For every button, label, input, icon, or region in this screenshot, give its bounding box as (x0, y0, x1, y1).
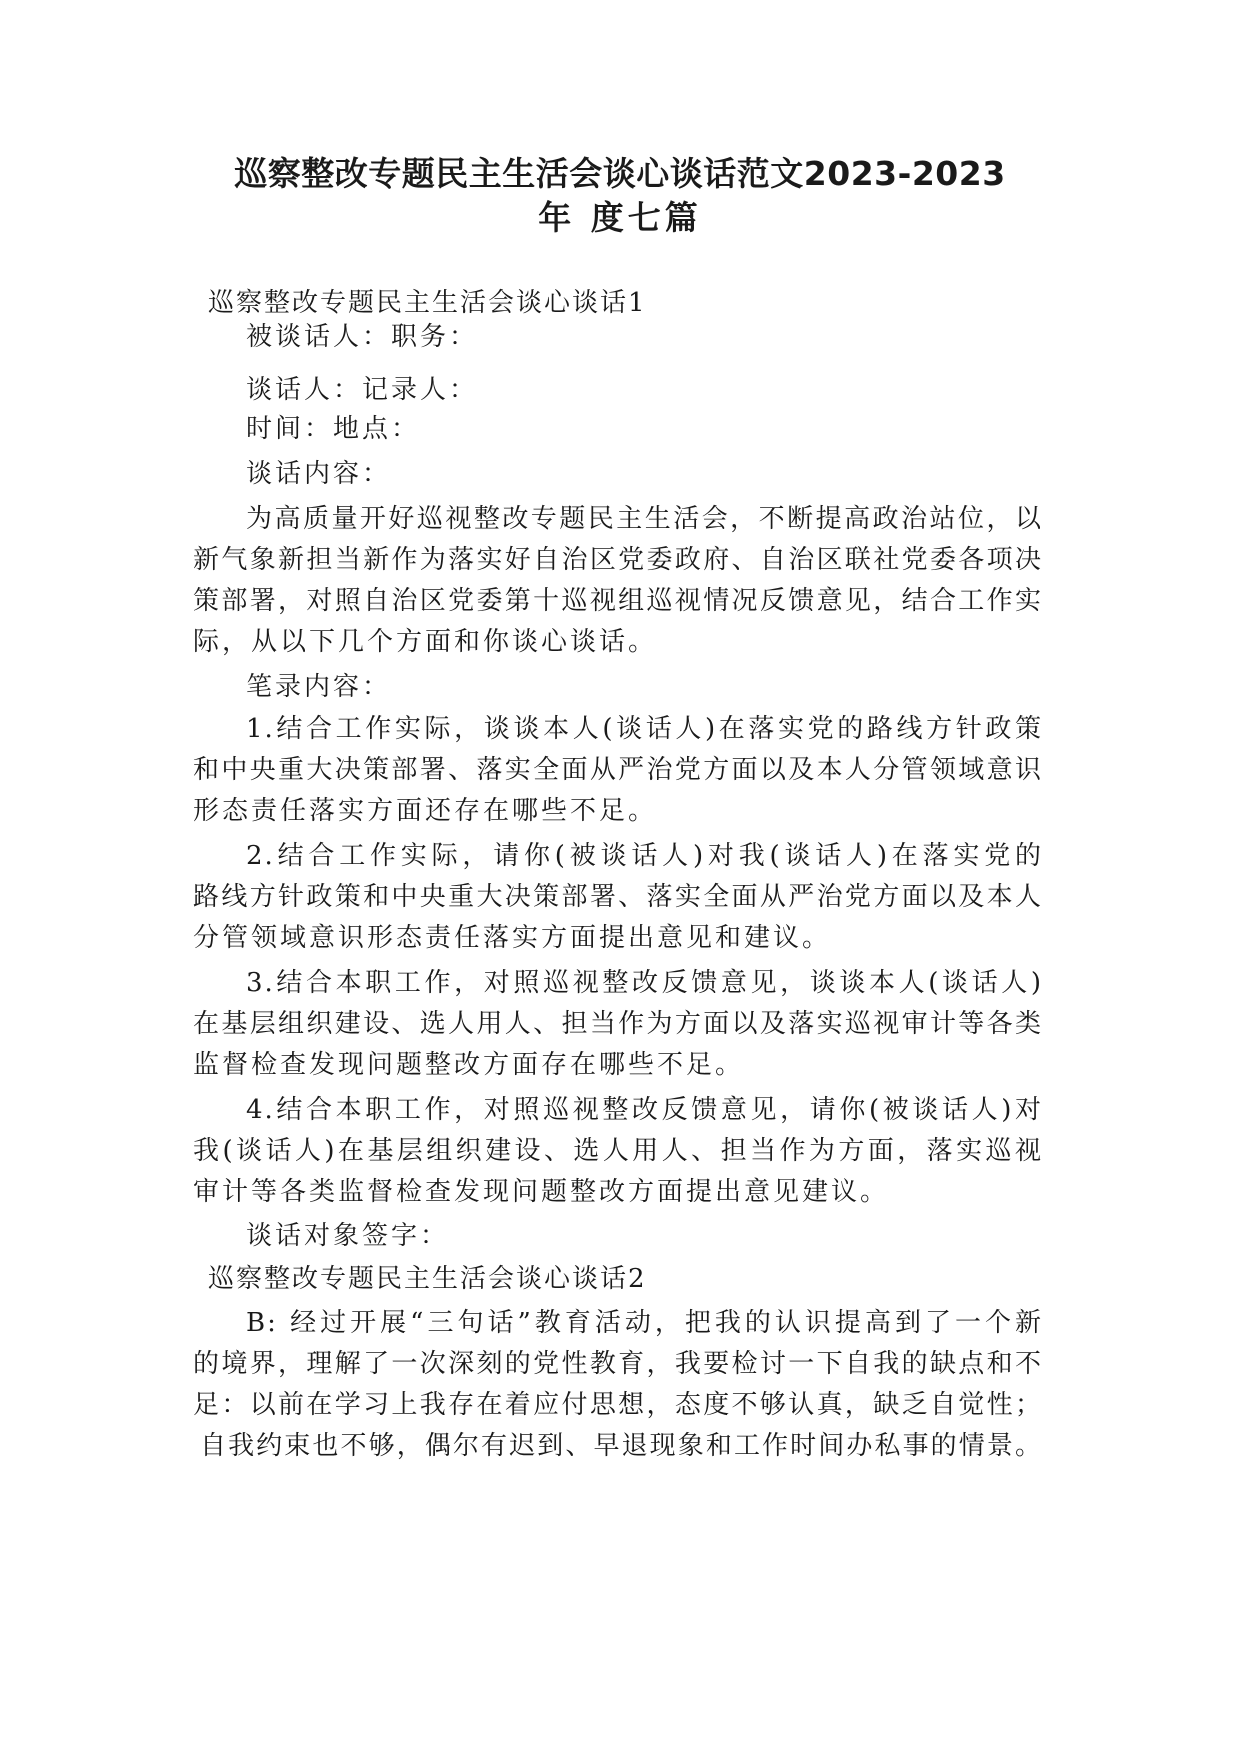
field-interviewer: 谈话人：记录人： (246, 375, 479, 405)
content-label: 谈话内容： (246, 459, 392, 489)
document-title-line2: 年 度七篇 (538, 198, 702, 237)
intro-line: 为高质量开好巡视整改专题民主生活会，不断提高政治站位，以 (246, 504, 1043, 534)
signature-label: 谈话对象签字： (246, 1221, 450, 1251)
notes-label: 笔录内容： (246, 672, 392, 702)
section2-heading: 巡察整改专题民主生活会谈心谈话2 (208, 1264, 647, 1294)
item3-line: 监督检查发现问题整改方面存在哪些不足。 (193, 1050, 745, 1080)
item4-line: 审计等各类监督检查发现问题整改方面提出意见建议。 (193, 1177, 890, 1207)
intro-line: 际，从以下几个方面和你谈心谈话。 (193, 627, 658, 657)
section2-paragraph-line: B: 经过开展“三句话”教育活动，把我的认识提高到了一个新 (246, 1308, 1043, 1338)
section2-paragraph-line: 自我约束也不够，偶尔有迟到、早退现象和工作时间办私事的情景。 (200, 1431, 1043, 1461)
item3-line: 在基层组织建设、选人用人、担当作为方面以及落实巡视审计等各类 (193, 1009, 1043, 1039)
item1-line: 1.结合工作实际，谈谈本人(谈话人)在落实党的路线方针政策 (246, 714, 1043, 744)
section2-paragraph-line: 的境界，理解了一次深刻的党性教育，我要检讨一下自我的缺点和不 (193, 1349, 1043, 1379)
field-time-location: 时间：地点： (246, 414, 421, 444)
document-title-line1: 巡察整改专题民主生活会谈心谈话范文2023-2023 (234, 154, 1006, 193)
item2-line: 2.结合工作实际，请你(被谈话人)对我(谈话人)在落实党的 (246, 841, 1043, 871)
section1-heading: 巡察整改专题民主生活会谈心谈话1 (208, 288, 647, 318)
intro-line: 新气象新担当新作为落实好自治区党委政府、自治区联社党委各项决 (193, 545, 1043, 575)
section2-paragraph-line: 足：以前在学习上我存在着应付思想，态度不够认真，缺乏自觉性； (193, 1390, 1043, 1420)
item1-line: 形态责任落实方面还存在哪些不足。 (193, 796, 658, 826)
field-interviewee: 被谈话人：职务： (246, 322, 479, 352)
item1-line: 和中央重大决策部署、落实全面从严治党方面以及本人分管领域意识 (193, 755, 1043, 785)
item3-line: 3.结合本职工作，对照巡视整改反馈意见，谈谈本人(谈话人) (246, 968, 1043, 998)
item2-line: 路线方针政策和中央重大决策部署、落实全面从严治党方面以及本人 (193, 882, 1043, 912)
item4-line: 4.结合本职工作，对照巡视整改反馈意见，请你(被谈话人)对 (246, 1095, 1043, 1125)
item2-line: 分管领域意识形态责任落实方面提出意见和建议。 (193, 923, 832, 953)
item4-line: 我(谈话人)在基层组织建设、选人用人、担当作为方面，落实巡视 (193, 1136, 1043, 1166)
intro-line: 策部署，对照自治区党委第十巡视组巡视情况反馈意见，结合工作实 (193, 586, 1043, 616)
